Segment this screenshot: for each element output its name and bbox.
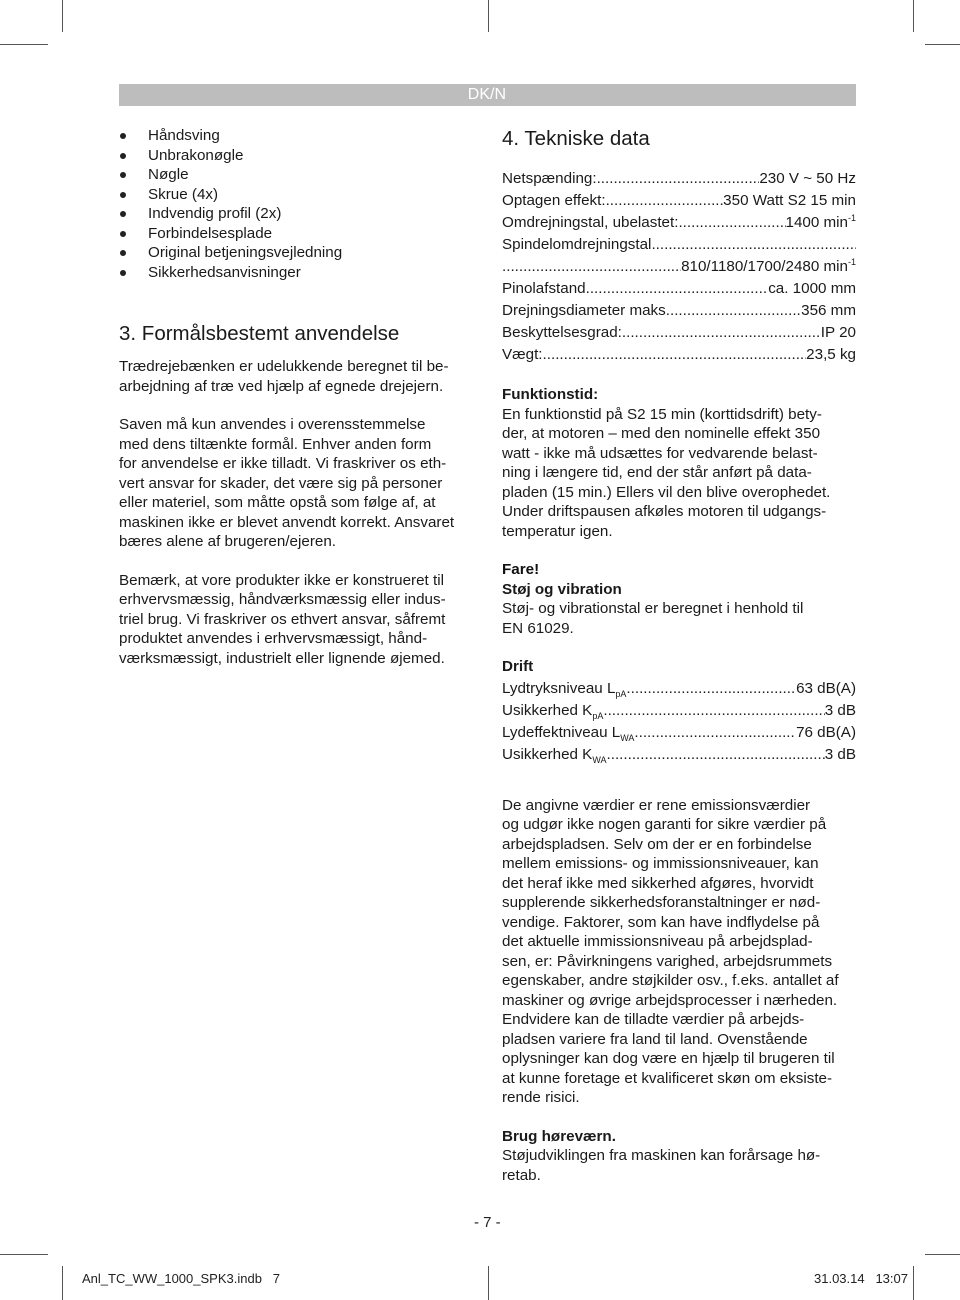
delivery-contents-list	[119, 126, 471, 282]
list-item: Original betjeningsvejledning	[119, 243, 471, 263]
noise-vibration-paragraph: Støj- og vibrationstal er beregnet i henhold til EN 61029.	[502, 600, 804, 637]
crop-mark	[0, 44, 48, 45]
list-item: Forbindelsesplade	[119, 224, 471, 244]
language-label: DK/N	[467, 86, 506, 103]
list-item: Skrue (4x)	[119, 185, 471, 205]
operation-heading: Drift	[502, 658, 534, 675]
list-item: Unbrakonøgle	[119, 146, 471, 166]
spec-row: Optagen effekt: ..... 350 Watt S2 15 min	[502, 190, 856, 212]
crop-mark	[925, 1254, 960, 1255]
noise-row: Lydtryksniveau $L_{pA}$ ..... 63 dB(A)	[502, 678, 856, 700]
commercial-use-paragraph: Bemærk, at vore produkter ikke er konstrueret til erhvervsmæssig, håndværksmæssig eller indus- triel brug. Vi fraskriver os ethvert ansvar, såfremt produktet anvendes i erhvervsmæssigt, hånd- værksmæssigt, industrielt eller lignende øjemed.	[119, 571, 446, 667]
spec-row: ..... 810/1180/1700/2480 $\min^{-1}$	[502, 256, 856, 278]
date-time: 31.03.14 13:07	[814, 1271, 908, 1286]
list-item: Nøgle	[119, 165, 471, 185]
right-column	[502, 127, 856, 1185]
crop-mark	[913, 0, 914, 32]
crop-mark	[488, 1266, 489, 1300]
crop-mark	[0, 1254, 48, 1255]
list-item: Håndsving	[119, 126, 471, 146]
hearing-protection-paragraph: Støjudviklingen fra maskinen kan forårsage hø- retab.	[502, 1147, 821, 1184]
spec-row: Pinolafstand ..... ca. 1000 mm	[502, 278, 856, 300]
noise-values-table	[502, 678, 856, 766]
danger-label: Fare!	[502, 561, 540, 578]
emission-paragraph: De angivne værdier er rene emissionsværdier og udgør ikke nogen garanti for sikre værdier på arbejdspladsen. Selv om der er en forbindelse mellem emissions- og immissionsniveauer, kan det heraf ikke med sikkerhed afgøres, hvorvidt supplerende sikkerhedsforanstaltninger er nød- vendige. Faktorer, som kan have indflydelse på det aktuelle immissionsniveau på arbejdsplad- sen, er: Påvirkningens varighed, arbejdsrummets egenskaber, andre støjkilder osv., f.eks. antallet af maskiner og øvrige arbejdsprocesser i nærheden. Endvidere kan de tilladte værdier på arbejds- pladsen variere fra land til land. Ovenstående oplysninger kan dog være en hjælp til brugeren til at kunne foretage et kvalificeret skøn om eksiste- rende risici.	[502, 796, 839, 1106]
operating-time-paragraph: En funktionstid på S2 15 min (korttidsdrift) bety- der, at motoren – med den nominelle effekt 350 watt - ikke må udsættes for vedvarende belast- ning i længere tid, end der står anført på data- pladen (15 min.) Ellers vil den blive overophedet. Under driftspausen afkøles motoren til udgangs- temperatur igen.	[502, 405, 831, 540]
spec-row: Drejningsdiameter maks. ..... 356 mm	[502, 300, 856, 322]
crop-mark	[62, 1266, 63, 1300]
spec-row: Vægt: ..... 23,5 kg	[502, 344, 856, 366]
spec-row: Omdrejningstal, ubelastet: ..... 1400 $\min^{-1}$	[502, 212, 856, 234]
left-column	[119, 126, 471, 668]
list-item: Sikkerhedsanvisninger	[119, 263, 471, 283]
hearing-protection-heading: Brug høreværn.	[502, 1127, 616, 1145]
crop-mark	[913, 1266, 914, 1300]
header-bar	[119, 84, 856, 106]
spec-row: Spindelomdrejningstal .....	[502, 234, 856, 256]
intended-use-paragraph: Trædrejebænken er udelukkende beregnet til be- arbejdning af træ ved hjælp af egnede drejejern.	[119, 358, 449, 395]
spec-row: Netspænding: ..... 230 V ~ 50 Hz	[502, 168, 856, 190]
list-item: Indvendig profil (2x)	[119, 204, 471, 224]
crop-mark	[925, 44, 960, 45]
spec-row: Beskyttelsesgrad: ..... IP 20	[502, 322, 856, 344]
section-4-heading: 4. Tekniske data	[502, 127, 650, 150]
section-3-heading: 3. Formålsbestemt anvendelse	[119, 322, 400, 345]
noise-vibration-heading: Støj og vibration	[502, 580, 622, 598]
crop-mark	[488, 0, 489, 32]
noise-row: Lydeffektniveau $L_{WA}$ ..... 76 dB(A)	[502, 722, 856, 744]
crop-mark	[62, 0, 63, 32]
page-number: - 7 -	[474, 1214, 501, 1231]
technical-data-table	[502, 168, 856, 366]
usage-restriction-paragraph: Saven må kun anvendes i overensstemmelse med dens tiltænkte formål. Enhver anden form for anvendelse er ikke tilladt. Vi fraskriver os eth- vert ansvar for skader, det være sig på personer eller materiel, som måtte opstå som følge af, at maskinen ikke er blevet anvendt korrekt. Ansvaret bæres alene af brugeren/ejeren.	[119, 416, 455, 550]
noise-row: Usikkerhed $K_{pA}$ ..... 3 dB	[502, 700, 856, 722]
operating-time-heading: Funktionstid:	[502, 386, 599, 403]
file-name: Anl_TC_WW_1000_SPK3.indb 7	[82, 1271, 280, 1286]
noise-row: Usikkerhed $K_{WA}$ ..... 3 dB	[502, 744, 856, 766]
